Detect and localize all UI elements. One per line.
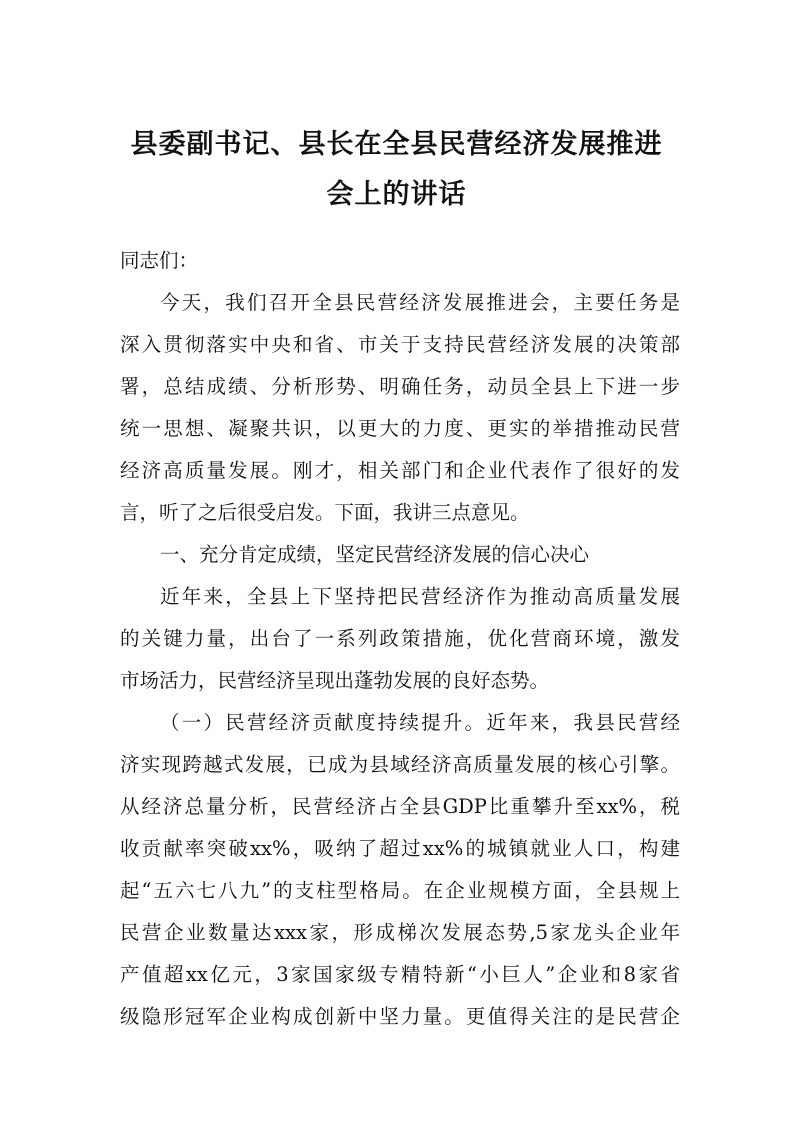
paragraph-line: 的关键力量，出台了一系列政策措施，优化营商环境，激发 [120, 627, 680, 650]
section-heading: 一、充分肯定成绩，坚定民营经济发展的信心决心 [160, 543, 590, 566]
paragraph-line: 起“五六七八九”的支柱型格局。在企业规模方面，全县规上 [120, 879, 680, 902]
paragraph-line: 今天，我们召开全县民营经济发展推进会，主要任务是 [160, 291, 680, 314]
paragraph-line: 署，总结成绩、分析形势、明确任务，动员全县上下进一步 [120, 375, 680, 398]
salutation: 同志们： [120, 249, 199, 272]
paragraph-line: 市场活力，民营经济呈现出蓬勃发展的良好态势。 [120, 669, 550, 692]
paragraph-line: 经济高质量发展。刚才，相关部门和企业代表作了很好的发 [120, 459, 680, 482]
paragraph-line: 从经济总量分析，民营经济占全县GDP比重攀升至xx%，税 [120, 795, 680, 818]
paragraph-line: 级隐形冠军企业构成创新中坚力量。更值得关注的是民营企 [120, 1005, 680, 1028]
document-title-line-1: 县委副书记、县长在全县民营经济发展推进 [130, 129, 663, 160]
paragraph-line: （一）民营经济贡献度持续提升。近年来，我县民营经 [160, 711, 680, 734]
paragraph-line: 民营企业数量达xxx家，形成梯次发展态势,5家龙头企业年 [120, 921, 680, 944]
document-title-line-2: 会上的讲话 [326, 179, 467, 210]
paragraph-line: 言，听了之后很受启发。下面，我讲三点意见。 [120, 501, 530, 524]
paragraph-line: 产值超xx亿元，3家国家级专精特新“小巨人”企业和8家省 [120, 963, 680, 986]
paragraph-line: 近年来，全县上下坚持把民营经济作为推动高质量发展 [160, 585, 680, 608]
paragraph-line: 深入贯彻落实中央和省、市关于支持民营经济发展的决策部 [120, 333, 680, 356]
paragraph-line: 济实现跨越式发展，已成为县域经济高质量发展的核心引擎。 [120, 753, 680, 776]
paragraph-line: 统一思想、凝聚共识，以更大的力度、更实的举措推动民营 [120, 417, 680, 440]
paragraph-line: 收贡献率突破xx%，吸纳了超过xx%的城镇就业人口，构建 [120, 837, 680, 860]
